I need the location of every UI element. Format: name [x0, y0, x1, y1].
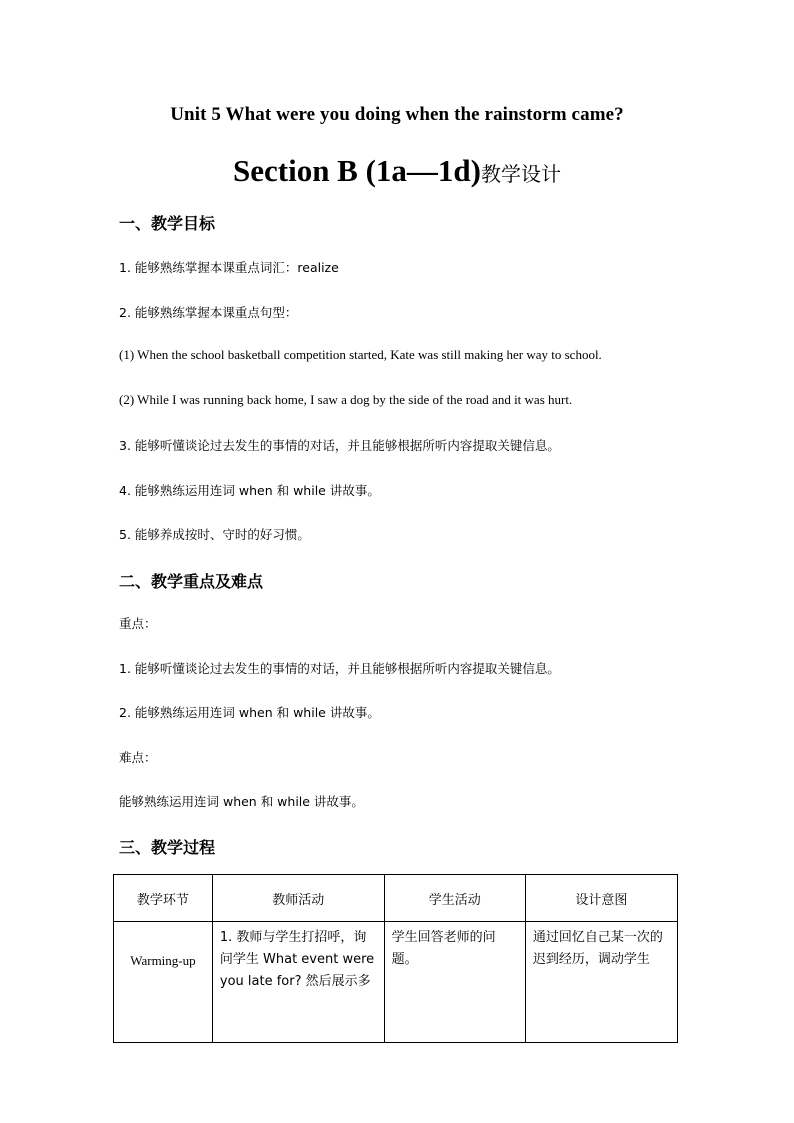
teaching-process-table: [113, 874, 678, 1043]
objective-item: (1) When the school basketball competition started, Kate was still making her way to school.: [119, 347, 602, 362]
key-point-item: 2. 能够熟练运用连词 when 和 while 讲故事。: [119, 705, 380, 720]
table-header-row: [114, 875, 678, 922]
section-title: [0, 153, 794, 189]
table-header-cell: 教师活动: [212, 875, 384, 922]
design-intent-text: 通过回忆自己某一次的迟到经历，调动学生: [532, 930, 663, 967]
teacher-activity-text: 1. 教师与学生打招呼，询问学生 What event were you late for? 然后展示多: [219, 930, 375, 989]
key-point-item: 1. 能够听懂谈论过去发生的事情的对话，并且能够根据所听内容提取关键信息。: [119, 661, 560, 676]
objective-item: 3. 能够听懂谈论过去发生的事情的对话，并且能够根据所听内容提取关键信息。: [119, 438, 560, 453]
table-cell-stage: Warming-up: [114, 922, 213, 1043]
objective-item: 5. 能够养成按时、守时的好习惯。: [119, 527, 310, 542]
table-cell-intent: [525, 922, 677, 1043]
difficulty-label: 难点：: [119, 750, 157, 765]
table-header-cell: 教学环节: [114, 875, 213, 922]
objective-item: (2) While I was running back home, I saw a dog by the side of the road and it was hurt.: [119, 392, 573, 407]
table-header-cell: 学生活动: [384, 875, 525, 922]
section-title-suffix: 教学设计: [481, 162, 561, 186]
table-header-cell: 设计意图: [525, 875, 677, 922]
objective-item: 2. 能够熟练掌握本课重点句型：: [119, 305, 298, 320]
section-title-main: Section B (1a—1d): [233, 153, 481, 188]
table-row: [114, 922, 678, 1043]
student-activity-text: 学生回答老师的问题。: [391, 930, 496, 967]
difficulty-text: 能够熟练运用连词 when 和 while 讲故事。: [119, 794, 364, 809]
unit-title: Unit 5 What were you doing when the rainstorm came?: [170, 104, 624, 125]
table-cell-teacher: [212, 922, 384, 1043]
heading-teaching-objectives: 一、教学目标: [119, 214, 216, 233]
heading-key-difficult-points: 二、教学重点及难点: [119, 572, 264, 591]
objective-item: 4. 能够熟练运用连词 when 和 while 讲故事。: [119, 483, 380, 498]
heading-teaching-process: 三、教学过程: [119, 838, 216, 857]
table-cell-student: [384, 922, 525, 1043]
objective-item: 1. 能够熟练掌握本课重点词汇：realize: [119, 260, 339, 275]
key-points-label: 重点：: [119, 616, 157, 631]
